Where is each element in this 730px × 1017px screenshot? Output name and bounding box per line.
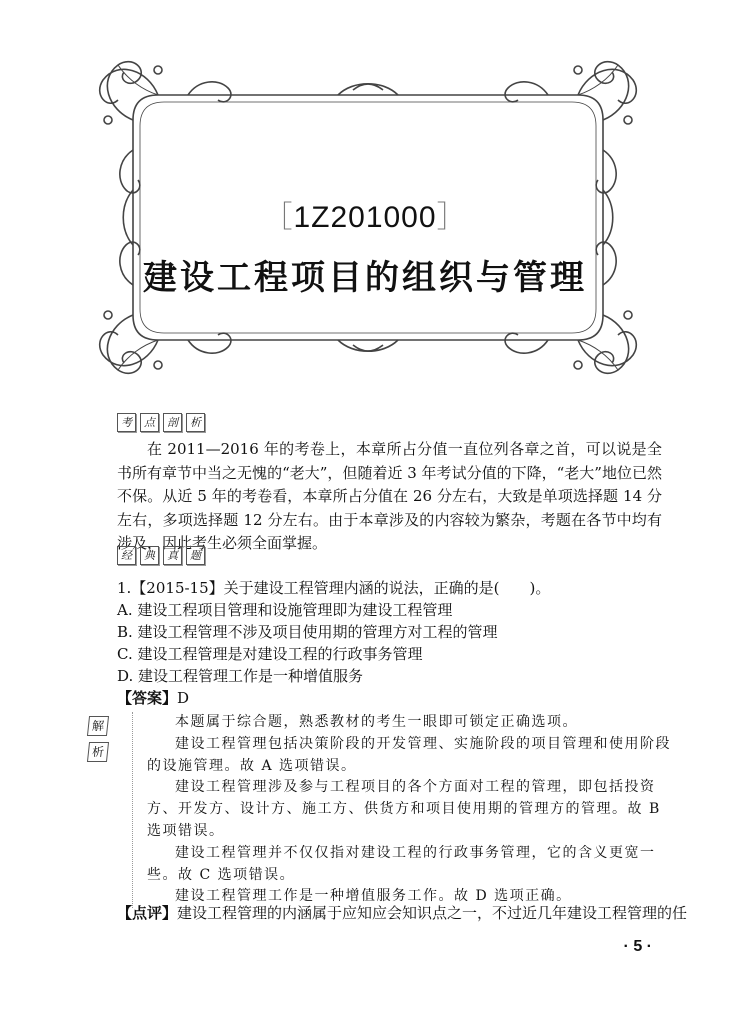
chapter-title: 建设工程项目的组织与管理 bbox=[143, 258, 587, 298]
analysis-tag: 解 析 bbox=[88, 716, 108, 762]
section-tag-analysis: 考 点 剖 析 bbox=[117, 413, 205, 432]
option-b: B. 建设工程管理不涉及项目使用期的管理方对工程的管理 bbox=[117, 623, 498, 641]
review: 【点评】建设工程管理的内涵属于应知应会知识点之一，不过近几年建设工程管理的任 bbox=[117, 904, 688, 922]
analysis-text: 本题属于综合题，熟悉教材的考生一眼即可锁定正确选项。 建设工程管理包括决策阶段的开发管理、实施阶段的项目管理和使用阶段的设施管理。故 A 选项错误。 建设工程管理涉及参与工程项目的各个方面对工程的管理，即包括投资方、开发方、设计方、施工方、供货方和项目使用期的管理方的管理。故 B 选项错误。 建设工程管理并不仅仅指对建设工程的行政事务管理，它的含义更宽一些。故 C 选项错误。 建设工程管理工作是一种增值服务工作。故 D 选项正确。 bbox=[132, 712, 677, 908]
option-d: D. 建设工程管理工作是一种增值服务 bbox=[117, 667, 364, 685]
page-number: · 5 · bbox=[623, 938, 652, 955]
section-tag-classic-questions: 经 典 真 题 bbox=[117, 546, 205, 565]
question-stem: 1.【2015-15】关于建设工程管理内涵的说法，正确的是( )。 bbox=[117, 579, 551, 597]
answer: 【答案】D bbox=[117, 689, 190, 707]
option-a: A. 建设工程项目管理和设施管理即为建设工程管理 bbox=[117, 601, 453, 619]
option-c: C. 建设工程管理是对建设工程的行政事务管理 bbox=[117, 645, 423, 663]
chapter-code: ［1Z201000］ bbox=[262, 201, 468, 234]
question bbox=[117, 577, 662, 709]
intro-paragraph: 在 2011—2016 年的考卷上，本章所占分值一直位列各章之首，可以说是全书所有章节中当之无愧的“老大”，但随着近 3 年考试分值的下降，“老大”地位已然不保。从近 5 年的考卷看，本章所占分值在 26 分左右，大致是单项选择题 14 分左右，多项选择题 12 分左右。由于本章涉及的内容较为繁杂，考题在各节中均有涉及，因此考生必须全面掌握。 bbox=[117, 440, 662, 552]
